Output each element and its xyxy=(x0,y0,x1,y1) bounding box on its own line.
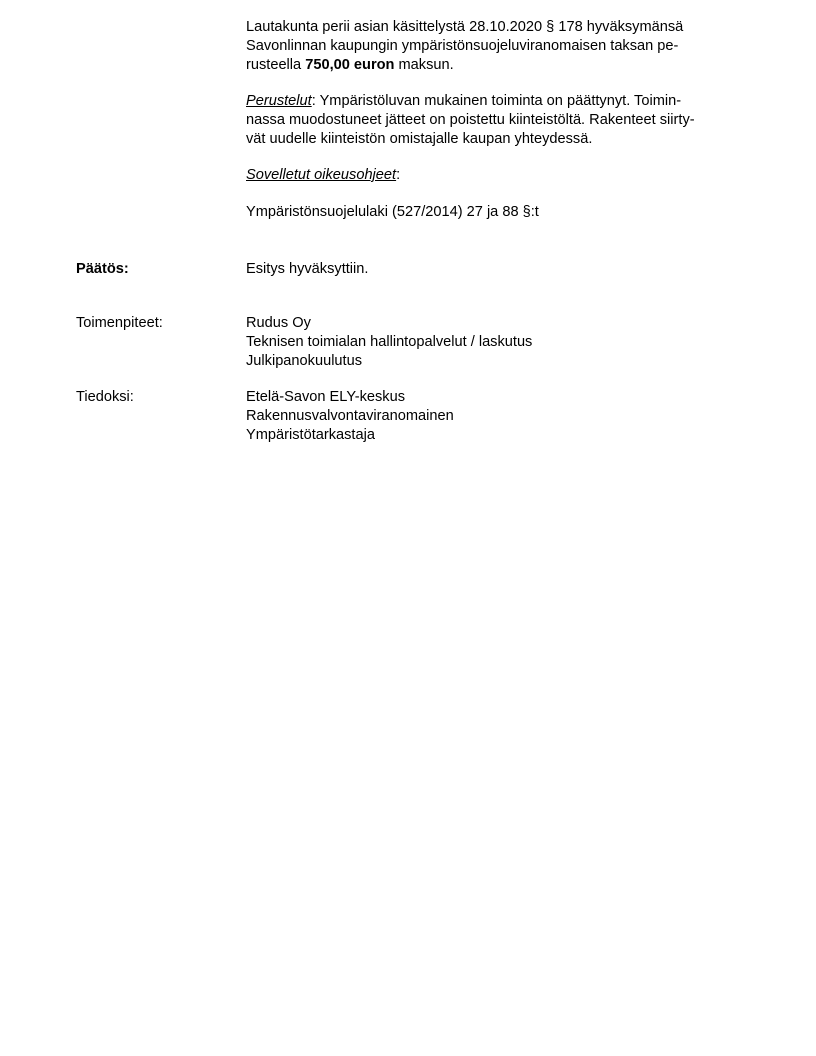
fee-line-3 xyxy=(246,56,746,75)
actions-label: Toimenpiteet: xyxy=(76,315,163,331)
actions-item: Rudus Oy xyxy=(246,315,311,331)
grounds-line-2: nassa muodostuneet jätteet on poistettu kiinteistöltä. Rakenteet siirty- xyxy=(246,112,695,128)
fee-line-3-start: rusteella xyxy=(246,57,306,73)
notice-list xyxy=(246,388,746,445)
notice-item: Ympäristötarkastaja xyxy=(246,427,375,443)
notice-item: Etelä-Savon ELY-keskus xyxy=(246,389,405,405)
grounds-heading: Perustelut xyxy=(246,93,312,109)
decision-value: Esitys hyväksyttiin. xyxy=(246,261,369,277)
actions-list xyxy=(246,314,746,371)
legal-heading-colon: : xyxy=(396,167,401,183)
fee-line-1: Lautakunta perii asian käsittelystä 28.10.2020 § 178 hyväksymänsä xyxy=(246,19,684,35)
fee-line-2: Savonlinnan kaupungin ympäristönsuojeluviranomaisen taksan pe- xyxy=(246,38,679,54)
legal-heading-line xyxy=(246,166,746,185)
decision-label: Päätös: xyxy=(76,261,129,277)
notice-item: Rakennusvalvontaviranomainen xyxy=(246,408,454,424)
fee-line-3-end: maksun. xyxy=(394,57,454,73)
grounds-line-3: vät uudelle kiinteistön omistajalle kaupan yhteydessä. xyxy=(246,131,593,147)
fee-paragraph xyxy=(246,18,746,75)
notice-label: Tiedoksi: xyxy=(76,389,134,405)
actions-item: Julkipanokuulutus xyxy=(246,353,363,369)
legal-law: Ympäristönsuojelulaki (527/2014) 27 ja 88 §:t xyxy=(246,204,539,220)
legal-heading: Sovelletut oikeusohjeet xyxy=(246,167,397,183)
grounds-paragraph xyxy=(246,92,746,149)
fee-amount: 750,00 euron xyxy=(305,57,395,73)
actions-item: Teknisen toimialan hallintopalvelut / laskutus xyxy=(246,334,533,350)
grounds-line-1 xyxy=(246,92,746,111)
grounds-line-1-rest: : Ympäristöluvan mukainen toiminta on päättynyt. Toimin- xyxy=(311,93,682,109)
